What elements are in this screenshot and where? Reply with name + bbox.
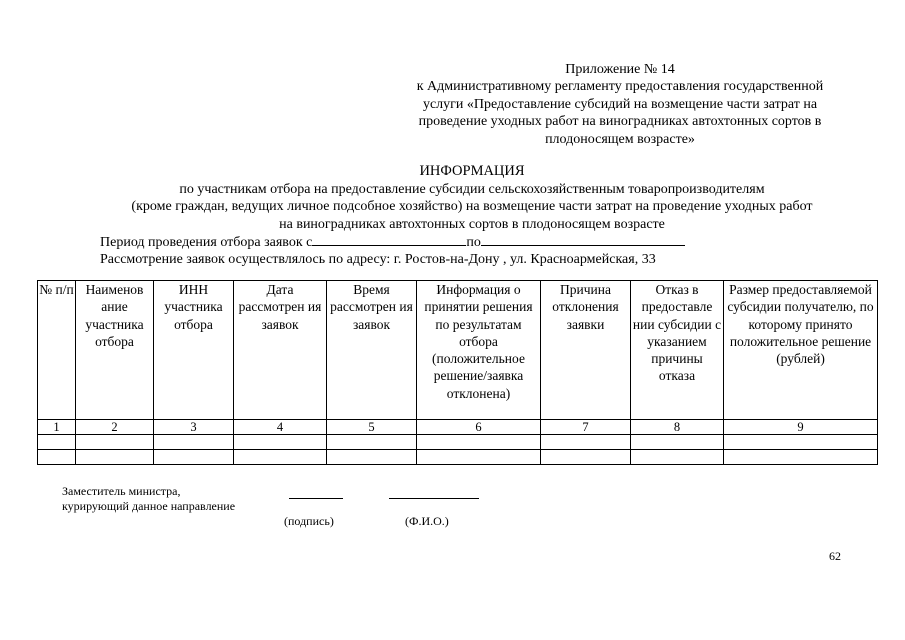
table-cell[interactable] <box>38 435 76 450</box>
table-cell[interactable] <box>234 435 327 450</box>
header-cell: Размер предоставляемой субсидии получателю, по которому принято положительное решение (рублей) <box>724 281 878 420</box>
header-cell: ИНН участника отбора <box>154 281 234 420</box>
table-cell[interactable] <box>327 450 417 465</box>
table-cell[interactable] <box>631 450 724 465</box>
participants-table <box>37 280 878 465</box>
table-cell[interactable] <box>417 435 541 450</box>
table-header-row <box>38 281 878 420</box>
table-cell[interactable] <box>234 450 327 465</box>
table-cell[interactable] <box>541 435 631 450</box>
header-cell: Причина отклонения заявки <box>541 281 631 420</box>
table-cell[interactable] <box>38 450 76 465</box>
appendix-block <box>380 61 860 148</box>
column-number: 4 <box>234 420 327 435</box>
appendix-title: Приложение № 14 <box>565 62 675 77</box>
signature-block <box>62 484 235 514</box>
column-number: 7 <box>541 420 631 435</box>
period-line <box>100 233 685 251</box>
column-number: 9 <box>724 420 878 435</box>
address-line: Рассмотрение заявок осуществлялось по адресу: г. Ростов-на-Дону , ул. Красноармейская, 33 <box>100 252 656 267</box>
table-row <box>38 450 878 465</box>
appendix-line: услуги «Предоставление субсидий на возмещение части затрат на <box>422 96 818 112</box>
table-cell[interactable] <box>724 450 878 465</box>
signature-position: Заместитель министра, <box>62 484 181 498</box>
table-cell[interactable] <box>417 450 541 465</box>
period-start-blank <box>312 233 466 246</box>
column-number: 6 <box>417 420 541 435</box>
table-cell[interactable] <box>76 450 154 465</box>
period-end-blank <box>481 233 685 246</box>
appendix-line: плодоносящем возрасте» <box>545 131 695 147</box>
table-cell[interactable] <box>154 435 234 450</box>
column-number: 8 <box>631 420 724 435</box>
header-cell: Дата рассмотрен ия заявок <box>234 281 327 420</box>
signature-caption: (подпись) <box>284 514 334 528</box>
info-heading: ИНФОРМАЦИЯ <box>419 163 525 179</box>
name-caption: (Ф.И.О.) <box>405 514 449 528</box>
header-cell: Отказ в предоставле нии субсидии с указанием причины отказа <box>631 281 724 420</box>
table-cell[interactable] <box>76 435 154 450</box>
table-cell[interactable] <box>154 450 234 465</box>
appendix-line: к Административному регламенту предоставления государственной <box>416 79 824 95</box>
info-line: на виноградниках автохтонных сортов в плодоносящем возрасте <box>279 216 665 232</box>
header-cell: № п/п <box>38 281 76 420</box>
column-number-row <box>38 420 878 435</box>
header-cell: Время рассмотрен ия заявок <box>327 281 417 420</box>
table-cell[interactable] <box>541 450 631 465</box>
table-cell[interactable] <box>631 435 724 450</box>
appendix-line: проведение уходных работ на виноградниках автохтонных сортов в <box>418 114 822 130</box>
info-line: по участникам отбора на предоставление субсидии сельскохозяйственным товаропроизводителям <box>179 182 765 198</box>
column-number: 2 <box>76 420 154 435</box>
name-line <box>389 498 479 499</box>
period-mid: по <box>466 235 481 250</box>
info-block <box>60 163 884 233</box>
table-cell[interactable] <box>327 435 417 450</box>
column-number: 3 <box>154 420 234 435</box>
header-cell: Информация о принятии решения по результатам отбора (положительное решение/заявка отклонена) <box>417 281 541 420</box>
column-number: 5 <box>327 420 417 435</box>
signature-line <box>289 498 343 499</box>
table-cell[interactable] <box>724 435 878 450</box>
header-cell: Наименов ание участника отбора <box>76 281 154 420</box>
period-prefix: Период проведения отбора заявок с <box>100 235 313 250</box>
table-row <box>38 435 878 450</box>
info-line: (кроме граждан, ведущих личное подсобное хозяйство) на возмещение части затрат на проведение уходных работ <box>131 199 813 215</box>
page-number: 62 <box>829 549 841 563</box>
column-number: 1 <box>38 420 76 435</box>
signature-direction: курирующий данное направление <box>62 499 236 513</box>
